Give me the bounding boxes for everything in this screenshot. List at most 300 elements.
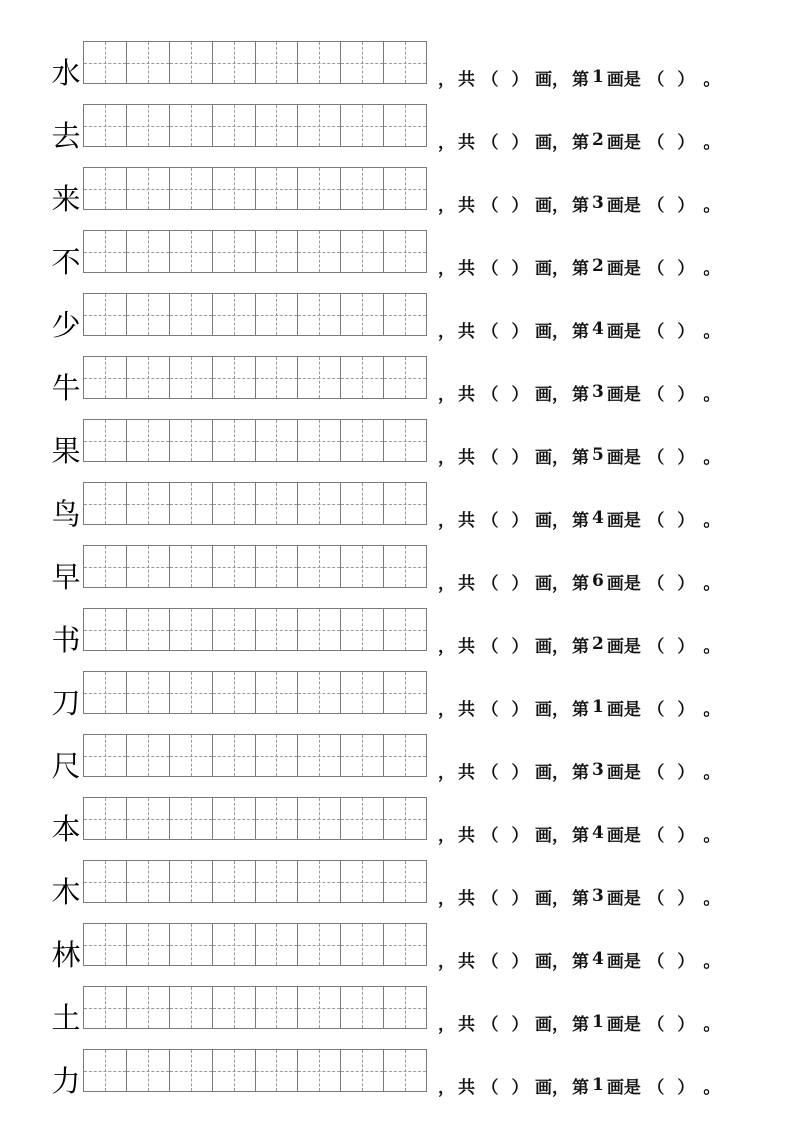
target-character: 力 [51, 1064, 81, 1098]
writing-grid [83, 545, 427, 588]
tianzige-cell[interactable] [341, 294, 384, 335]
tianzige-cell[interactable] [170, 105, 213, 146]
tianzige-cell[interactable] [256, 42, 299, 83]
stroke-count-blank-open: （ [481, 1014, 499, 1035]
comma-mark: ， [552, 69, 569, 90]
stroke-count-blank-close: ） [511, 825, 529, 846]
tianzige-cell[interactable] [384, 483, 427, 524]
tianzige-cell[interactable] [384, 1050, 427, 1091]
tianzige-cell[interactable] [213, 294, 256, 335]
tianzige-cell[interactable] [170, 420, 213, 461]
tianzige-cell[interactable] [213, 483, 256, 524]
stroke-is-label: 画是 [606, 132, 641, 153]
stroke-index-number: 5 [592, 445, 604, 465]
comma-mark: ， [438, 510, 455, 531]
tianzige-cell[interactable] [256, 294, 299, 335]
comma-mark: ， [552, 321, 569, 342]
tianzige-cell[interactable] [170, 231, 213, 272]
tianzige-cell[interactable] [256, 546, 299, 587]
tianzige-cell[interactable] [213, 1050, 256, 1091]
tianzige-cell[interactable] [84, 735, 127, 776]
stroke-count-blank-close: ） [511, 321, 529, 342]
question-text [438, 506, 723, 530]
tianzige-cell[interactable] [384, 672, 427, 713]
tianzige-cell[interactable] [298, 168, 341, 209]
period-mark: 。 [703, 1014, 721, 1035]
stroke-answer-blank-open: （ [647, 447, 665, 468]
tianzige-cell[interactable] [213, 609, 256, 650]
tianzige-cell[interactable] [384, 294, 427, 335]
tianzige-cell[interactable] [341, 483, 384, 524]
ordinal-prefix: 第 [572, 447, 589, 468]
stroke-index-number: 2 [592, 634, 604, 654]
tianzige-cell[interactable] [341, 609, 384, 650]
tianzige-cell[interactable] [256, 168, 299, 209]
period-mark: 。 [703, 636, 721, 657]
total-label: 共 [458, 195, 475, 216]
tianzige-cell[interactable] [384, 105, 427, 146]
tianzige-cell[interactable] [256, 672, 299, 713]
question-text [438, 128, 723, 152]
tianzige-cell[interactable] [84, 231, 127, 272]
tianzige-cell[interactable] [341, 1050, 384, 1091]
tianzige-cell[interactable] [127, 987, 170, 1028]
comma-mark: ， [552, 384, 569, 405]
stroke-index-number: 3 [592, 382, 604, 402]
stroke-is-label: 画是 [606, 510, 641, 531]
worksheet-row [0, 1049, 800, 1112]
tianzige-cell[interactable] [384, 420, 427, 461]
writing-grid [83, 41, 427, 84]
stroke-count-blank-open: （ [481, 762, 499, 783]
tianzige-cell[interactable] [298, 420, 341, 461]
tianzige-cell[interactable] [127, 546, 170, 587]
period-mark: 。 [703, 699, 721, 720]
tianzige-cell[interactable] [84, 294, 127, 335]
stroke-index-number: 6 [592, 571, 604, 591]
tianzige-cell[interactable] [84, 861, 127, 902]
period-mark: 。 [703, 447, 721, 468]
stroke-index-number: 2 [592, 256, 604, 276]
total-label: 共 [458, 321, 475, 342]
tianzige-cell[interactable] [341, 672, 384, 713]
question-text [438, 947, 723, 971]
tianzige-cell[interactable] [213, 987, 256, 1028]
tianzige-cell[interactable] [84, 798, 127, 839]
stroke-answer-blank-close: ） [677, 69, 695, 90]
period-mark: 。 [703, 321, 721, 342]
tianzige-cell[interactable] [127, 798, 170, 839]
tianzige-cell[interactable] [84, 420, 127, 461]
ordinal-prefix: 第 [572, 825, 589, 846]
stroke-count-blank-close: ） [511, 510, 529, 531]
total-label: 共 [458, 384, 475, 405]
ordinal-prefix: 第 [572, 384, 589, 405]
tianzige-cell[interactable] [384, 168, 427, 209]
tianzige-cell[interactable] [298, 231, 341, 272]
question-text [438, 1073, 723, 1097]
ordinal-prefix: 第 [572, 573, 589, 594]
tianzige-cell[interactable] [384, 798, 427, 839]
stroke-is-label: 画是 [606, 447, 641, 468]
tianzige-cell[interactable] [384, 231, 427, 272]
tianzige-cell[interactable] [213, 924, 256, 965]
period-mark: 。 [703, 258, 721, 279]
comma-mark: ， [552, 573, 569, 594]
stroke-answer-blank-open: （ [647, 510, 665, 531]
target-character: 尺 [51, 749, 81, 783]
tianzige-cell[interactable] [256, 798, 299, 839]
tianzige-cell[interactable] [298, 546, 341, 587]
question-text [438, 695, 723, 719]
stroke-index-number: 4 [592, 508, 604, 528]
stroke-count-blank-close: ） [511, 258, 529, 279]
comma-mark: ， [438, 951, 455, 972]
comma-mark: ， [552, 888, 569, 909]
question-text [438, 569, 723, 593]
period-mark: 。 [703, 195, 721, 216]
period-mark: 。 [703, 573, 721, 594]
tianzige-cell[interactable] [127, 609, 170, 650]
tianzige-cell[interactable] [170, 357, 213, 398]
tianzige-cell[interactable] [298, 798, 341, 839]
tianzige-cell[interactable] [384, 546, 427, 587]
stroke-answer-blank-open: （ [647, 699, 665, 720]
tianzige-cell[interactable] [127, 1050, 170, 1091]
comma-mark: ， [438, 636, 455, 657]
tianzige-cell[interactable] [384, 987, 427, 1028]
tianzige-cell[interactable] [341, 798, 384, 839]
question-text [438, 443, 723, 467]
stroke-answer-blank-close: ） [677, 762, 695, 783]
tianzige-cell[interactable] [298, 1050, 341, 1091]
tianzige-cell[interactable] [256, 357, 299, 398]
tianzige-cell[interactable] [213, 546, 256, 587]
comma-mark: ， [438, 132, 455, 153]
tianzige-cell[interactable] [84, 1050, 127, 1091]
period-mark: 。 [703, 762, 721, 783]
tianzige-cell[interactable] [127, 231, 170, 272]
stroke-word: 画 [535, 951, 552, 972]
total-label: 共 [458, 636, 475, 657]
comma-mark: ， [438, 888, 455, 909]
tianzige-cell[interactable] [170, 168, 213, 209]
stroke-index-number: 3 [592, 193, 604, 213]
period-mark: 。 [703, 1077, 721, 1098]
stroke-count-blank-close: ） [511, 195, 529, 216]
tianzige-cell[interactable] [213, 861, 256, 902]
tianzige-cell[interactable] [127, 42, 170, 83]
tianzige-cell[interactable] [170, 42, 213, 83]
tianzige-cell[interactable] [127, 483, 170, 524]
tianzige-cell[interactable] [341, 546, 384, 587]
comma-mark: ， [552, 825, 569, 846]
stroke-count-blank-close: ） [511, 951, 529, 972]
tianzige-cell[interactable] [341, 420, 384, 461]
ordinal-prefix: 第 [572, 69, 589, 90]
tianzige-cell[interactable] [127, 420, 170, 461]
tianzige-cell[interactable] [84, 357, 127, 398]
stroke-answer-blank-open: （ [647, 69, 665, 90]
tianzige-cell[interactable] [341, 987, 384, 1028]
tianzige-cell[interactable] [256, 987, 299, 1028]
tianzige-cell[interactable] [84, 105, 127, 146]
stroke-answer-blank-close: ） [677, 384, 695, 405]
question-text [438, 65, 723, 89]
stroke-is-label: 画是 [606, 699, 641, 720]
question-text [438, 758, 723, 782]
tianzige-cell[interactable] [256, 105, 299, 146]
tianzige-cell[interactable] [170, 483, 213, 524]
tianzige-cell[interactable] [256, 924, 299, 965]
worksheet-row [0, 986, 800, 1049]
stroke-word: 画 [535, 195, 552, 216]
comma-mark: ， [438, 1014, 455, 1035]
tianzige-cell[interactable] [341, 924, 384, 965]
stroke-is-label: 画是 [606, 258, 641, 279]
total-label: 共 [458, 510, 475, 531]
tianzige-cell[interactable] [213, 672, 256, 713]
tianzige-cell[interactable] [256, 231, 299, 272]
stroke-is-label: 画是 [606, 321, 641, 342]
worksheet-row [0, 608, 800, 671]
tianzige-cell[interactable] [384, 357, 427, 398]
period-mark: 。 [703, 510, 721, 531]
ordinal-prefix: 第 [572, 636, 589, 657]
comma-mark: ， [552, 195, 569, 216]
stroke-answer-blank-open: （ [647, 1014, 665, 1035]
tianzige-cell[interactable] [341, 105, 384, 146]
stroke-index-number: 4 [592, 949, 604, 969]
target-character: 不 [51, 245, 81, 279]
tianzige-cell[interactable] [298, 294, 341, 335]
writing-grid [83, 860, 427, 903]
ordinal-prefix: 第 [572, 510, 589, 531]
tianzige-cell[interactable] [127, 672, 170, 713]
tianzige-cell[interactable] [127, 924, 170, 965]
question-text [438, 254, 723, 278]
stroke-answer-blank-open: （ [647, 321, 665, 342]
tianzige-cell[interactable] [127, 735, 170, 776]
tianzige-cell[interactable] [170, 546, 213, 587]
tianzige-cell[interactable] [84, 168, 127, 209]
tianzige-cell[interactable] [170, 609, 213, 650]
target-character: 去 [51, 119, 81, 153]
tianzige-cell[interactable] [256, 420, 299, 461]
tianzige-cell[interactable] [341, 735, 384, 776]
target-character: 鸟 [51, 497, 81, 531]
tianzige-cell[interactable] [170, 987, 213, 1028]
tianzige-cell[interactable] [341, 231, 384, 272]
stroke-answer-blank-close: ） [677, 573, 695, 594]
question-text [438, 632, 723, 656]
tianzige-cell[interactable] [213, 105, 256, 146]
tianzige-cell[interactable] [298, 735, 341, 776]
worksheet-row [0, 167, 800, 230]
tianzige-cell[interactable] [256, 1050, 299, 1091]
target-character: 书 [51, 623, 81, 657]
stroke-is-label: 画是 [606, 951, 641, 972]
writing-grid [83, 167, 427, 210]
comma-mark: ， [438, 573, 455, 594]
tianzige-cell[interactable] [170, 861, 213, 902]
stroke-index-number: 4 [592, 319, 604, 339]
question-text [438, 1010, 723, 1034]
tianzige-cell[interactable] [127, 357, 170, 398]
stroke-answer-blank-open: （ [647, 762, 665, 783]
tianzige-cell[interactable] [213, 798, 256, 839]
tianzige-cell[interactable] [384, 924, 427, 965]
tianzige-cell[interactable] [127, 294, 170, 335]
ordinal-prefix: 第 [572, 762, 589, 783]
tianzige-cell[interactable] [384, 861, 427, 902]
tianzige-cell[interactable] [213, 420, 256, 461]
tianzige-cell[interactable] [256, 861, 299, 902]
tianzige-cell[interactable] [298, 105, 341, 146]
tianzige-cell[interactable] [384, 735, 427, 776]
tianzige-cell[interactable] [341, 168, 384, 209]
tianzige-cell[interactable] [84, 483, 127, 524]
stroke-index-number: 1 [592, 697, 604, 717]
target-character: 果 [51, 434, 81, 468]
ordinal-prefix: 第 [572, 1077, 589, 1098]
tianzige-cell[interactable] [298, 987, 341, 1028]
stroke-count-blank-open: （ [481, 951, 499, 972]
writing-grid [83, 734, 427, 777]
tianzige-cell[interactable] [213, 231, 256, 272]
stroke-count-blank-open: （ [481, 321, 499, 342]
stroke-answer-blank-open: （ [647, 888, 665, 909]
stroke-count-blank-open: （ [481, 69, 499, 90]
tianzige-cell[interactable] [84, 42, 127, 83]
tianzige-cell[interactable] [341, 861, 384, 902]
comma-mark: ， [552, 699, 569, 720]
tianzige-cell[interactable] [84, 609, 127, 650]
writing-grid [83, 293, 427, 336]
question-text [438, 380, 723, 404]
tianzige-cell[interactable] [84, 987, 127, 1028]
tianzige-cell[interactable] [298, 483, 341, 524]
tianzige-cell[interactable] [341, 357, 384, 398]
tianzige-cell[interactable] [84, 546, 127, 587]
stroke-count-blank-open: （ [481, 888, 499, 909]
stroke-answer-blank-close: ） [677, 1077, 695, 1098]
stroke-answer-blank-open: （ [647, 1077, 665, 1098]
tianzige-cell[interactable] [170, 735, 213, 776]
stroke-index-number: 2 [592, 130, 604, 150]
stroke-answer-blank-close: ） [677, 699, 695, 720]
stroke-is-label: 画是 [606, 573, 641, 594]
total-label: 共 [458, 447, 475, 468]
stroke-count-blank-open: （ [481, 258, 499, 279]
tianzige-cell[interactable] [84, 924, 127, 965]
question-text [438, 884, 723, 908]
tianzige-cell[interactable] [170, 798, 213, 839]
tianzige-cell[interactable] [127, 105, 170, 146]
tianzige-cell[interactable] [170, 1050, 213, 1091]
worksheet-row [0, 734, 800, 797]
writing-grid [83, 482, 427, 525]
stroke-count-blank-close: ） [511, 384, 529, 405]
stroke-count-blank-close: ） [511, 699, 529, 720]
stroke-count-blank-close: ） [511, 762, 529, 783]
period-mark: 。 [703, 888, 721, 909]
tianzige-cell[interactable] [84, 672, 127, 713]
tianzige-cell[interactable] [384, 609, 427, 650]
target-character: 牛 [51, 371, 81, 405]
target-character: 土 [51, 1001, 81, 1035]
stroke-is-label: 画是 [606, 636, 641, 657]
ordinal-prefix: 第 [572, 699, 589, 720]
stroke-count-blank-close: ） [511, 1077, 529, 1098]
ordinal-prefix: 第 [572, 321, 589, 342]
tianzige-cell[interactable] [256, 483, 299, 524]
stroke-word: 画 [535, 699, 552, 720]
tianzige-cell[interactable] [213, 168, 256, 209]
stroke-word: 画 [535, 1077, 552, 1098]
writing-grid [83, 1049, 427, 1092]
tianzige-cell[interactable] [298, 861, 341, 902]
stroke-count-blank-open: （ [481, 1077, 499, 1098]
total-label: 共 [458, 69, 475, 90]
tianzige-cell[interactable] [127, 168, 170, 209]
ordinal-prefix: 第 [572, 888, 589, 909]
tianzige-cell[interactable] [170, 924, 213, 965]
tianzige-cell[interactable] [170, 672, 213, 713]
tianzige-cell[interactable] [170, 294, 213, 335]
comma-mark: ， [438, 321, 455, 342]
comma-mark: ， [552, 258, 569, 279]
tianzige-cell[interactable] [298, 42, 341, 83]
stroke-is-label: 画是 [606, 195, 641, 216]
tianzige-cell[interactable] [213, 42, 256, 83]
stroke-answer-blank-open: （ [647, 951, 665, 972]
stroke-answer-blank-open: （ [647, 195, 665, 216]
ordinal-prefix: 第 [572, 951, 589, 972]
stroke-is-label: 画是 [606, 825, 641, 846]
tianzige-cell[interactable] [213, 735, 256, 776]
stroke-answer-blank-close: ） [677, 447, 695, 468]
stroke-is-label: 画是 [606, 888, 641, 909]
writing-grid [83, 923, 427, 966]
tianzige-cell[interactable] [213, 357, 256, 398]
tianzige-cell[interactable] [298, 357, 341, 398]
worksheet-row [0, 356, 800, 419]
tianzige-cell[interactable] [256, 735, 299, 776]
tianzige-cell[interactable] [341, 42, 384, 83]
tianzige-cell[interactable] [298, 924, 341, 965]
stroke-word: 画 [535, 510, 552, 531]
tianzige-cell[interactable] [127, 861, 170, 902]
comma-mark: ， [552, 1014, 569, 1035]
tianzige-cell[interactable] [298, 609, 341, 650]
stroke-answer-blank-open: （ [647, 384, 665, 405]
comma-mark: ， [552, 951, 569, 972]
tianzige-cell[interactable] [256, 609, 299, 650]
stroke-count-blank-open: （ [481, 510, 499, 531]
comma-mark: ， [552, 447, 569, 468]
stroke-count-blank-open: （ [481, 132, 499, 153]
target-character: 刀 [51, 686, 81, 720]
comma-mark: ， [552, 1077, 569, 1098]
target-character: 来 [51, 182, 81, 216]
tianzige-cell[interactable] [384, 42, 427, 83]
period-mark: 。 [703, 384, 721, 405]
stroke-is-label: 画是 [606, 69, 641, 90]
target-character: 本 [51, 812, 81, 846]
stroke-word: 画 [535, 762, 552, 783]
tianzige-cell[interactable] [298, 672, 341, 713]
